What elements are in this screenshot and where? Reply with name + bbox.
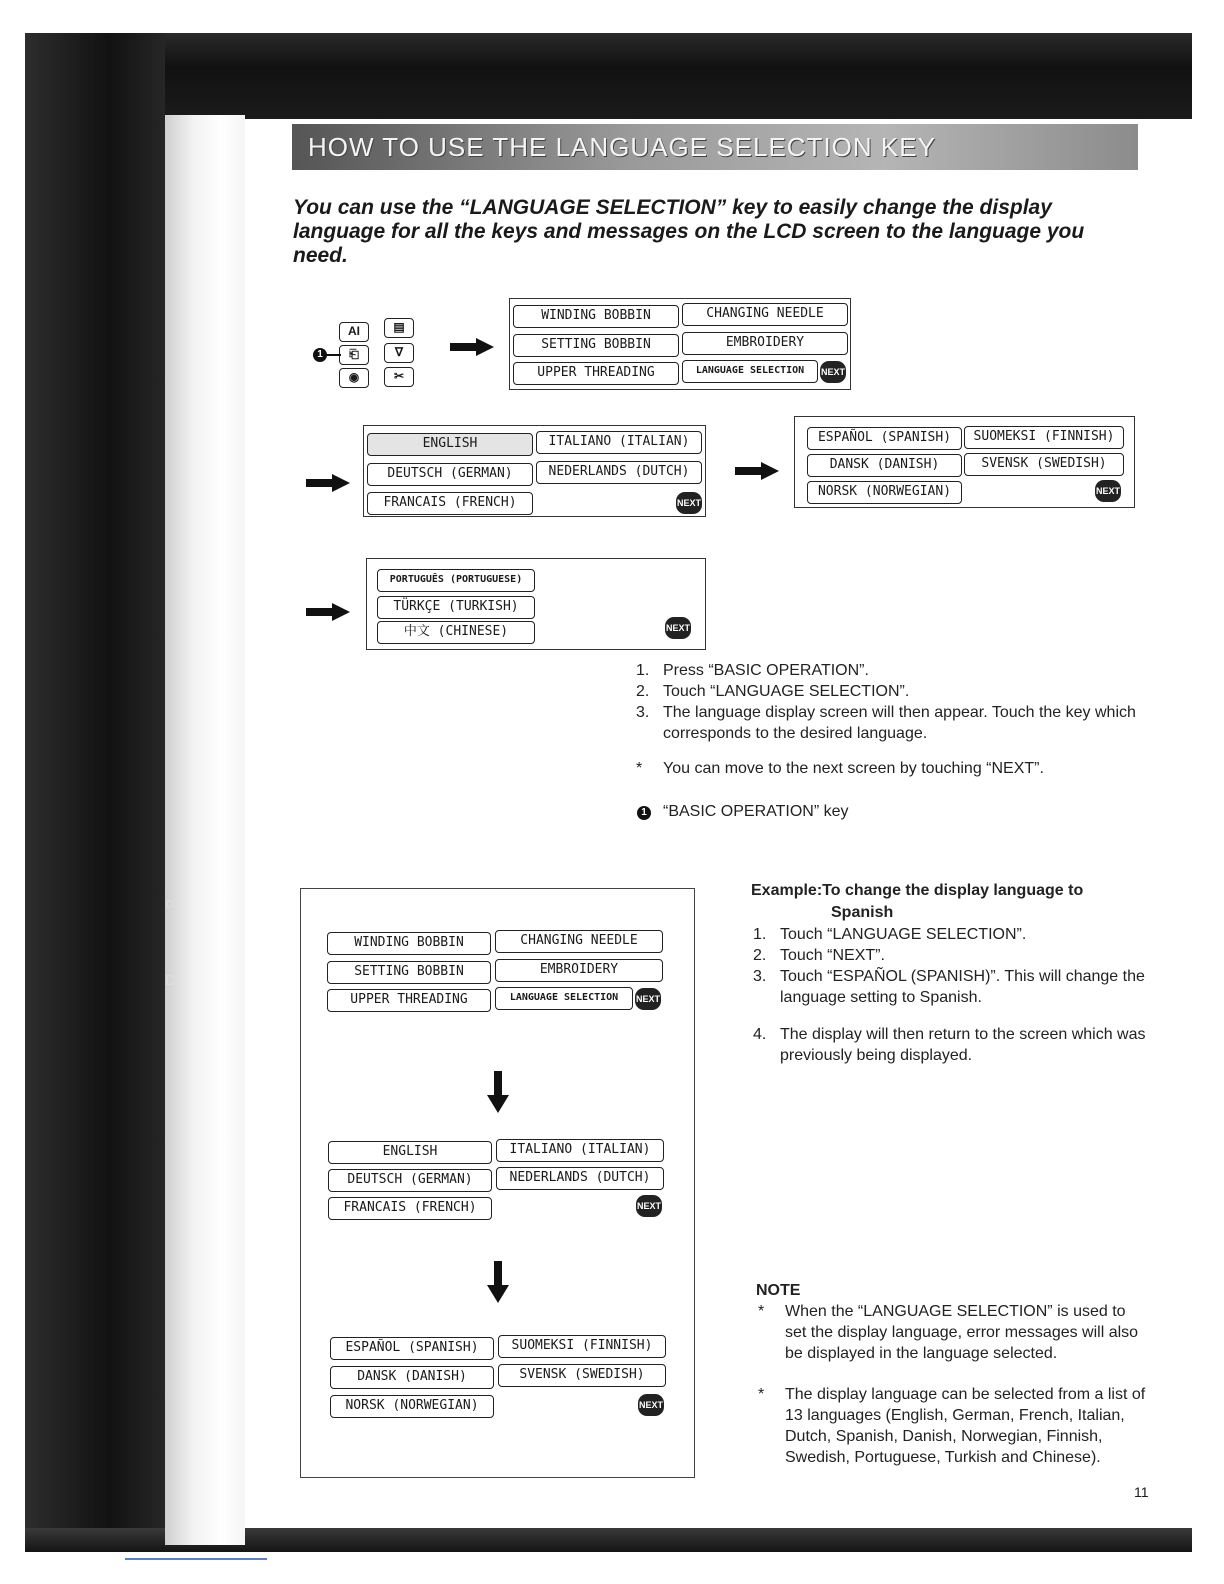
language-selection-key[interactable]: LANGUAGE SELECTION xyxy=(495,987,633,1010)
embroidery-key[interactable]: EMBROIDERY xyxy=(495,959,663,982)
norsk-key[interactable]: NORSK (NORWEGIAN) xyxy=(330,1395,494,1418)
note-marker: * xyxy=(758,1386,765,1403)
english-key[interactable]: ENGLISH xyxy=(367,433,533,456)
embroidery-key[interactable]: EMBROIDERY xyxy=(682,332,848,355)
italiano-key[interactable]: ITALIANO (ITALIAN) xyxy=(536,431,702,454)
deutsch-key[interactable]: DEUTSCH (GERMAN) xyxy=(367,463,533,486)
francais-key[interactable]: FRANCAIS (FRENCH) xyxy=(328,1197,492,1220)
dansk-key[interactable]: DANSK (DANISH) xyxy=(807,454,962,477)
setting-bobbin-key[interactable]: SETTING BOBBIN xyxy=(327,961,491,984)
example-step-text: The display will then return to the screen which was previously being displayed. xyxy=(780,1026,1146,1064)
arrow-right-icon xyxy=(450,338,496,356)
lcd-language-page-1 xyxy=(326,1137,668,1223)
next-button[interactable]: NEXT xyxy=(638,1394,664,1416)
next-button[interactable]: NEXT xyxy=(676,492,702,514)
example-step-number: 4. xyxy=(753,1026,767,1043)
margin-fragment: of xyxy=(165,895,178,912)
example-step-number: 3. xyxy=(753,968,767,985)
tip-text: You can move to the next screen by touching “NEXT”. xyxy=(663,760,1044,777)
suomeksi-key[interactable]: SUOMEKSI (FINNISH) xyxy=(498,1335,666,1358)
help-icon[interactable]: ◉ xyxy=(339,368,369,388)
arrow-down-icon xyxy=(487,1071,509,1115)
example-frame xyxy=(300,888,695,1478)
arrow-right-icon xyxy=(306,474,352,492)
francais-key[interactable]: FRANCAIS (FRENCH) xyxy=(367,492,533,515)
callout-line xyxy=(325,354,341,356)
lcd-language-page-3 xyxy=(366,558,706,650)
book-spine xyxy=(165,115,245,1545)
lcd-main-menu xyxy=(509,298,851,390)
changing-needle-key[interactable]: CHANGING NEEDLE xyxy=(495,930,663,953)
step-text: Touch “LANGUAGE SELECTION”. xyxy=(663,683,910,700)
display-key-icon[interactable]: ▤ xyxy=(384,318,414,338)
callout-marker: 1 xyxy=(313,348,327,362)
language-selection-key[interactable]: LANGUAGE SELECTION xyxy=(682,360,818,383)
page-number: 11 xyxy=(1134,1484,1149,1500)
lcd-language-page-2 xyxy=(328,1333,670,1423)
espanol-key[interactable]: ESPAÑOL (SPANISH) xyxy=(330,1337,494,1360)
svensk-key[interactable]: SVENSK (SWEDISH) xyxy=(498,1364,666,1387)
scan-border-left xyxy=(25,33,165,1550)
nederlands-key[interactable]: NEDERLANDS (DUTCH) xyxy=(496,1167,664,1190)
example-subtitle: Spanish xyxy=(831,904,894,921)
espanol-key[interactable]: ESPAÑOL (SPANISH) xyxy=(807,427,962,450)
step-number: 3. xyxy=(636,704,650,721)
setting-bobbin-key[interactable]: SETTING BOBBIN xyxy=(513,334,679,357)
step-number: 2. xyxy=(636,683,650,700)
ai-key-icon[interactable]: AI xyxy=(339,322,369,342)
arrow-right-icon xyxy=(306,603,352,621)
legend-text: “BASIC OPERATION” key xyxy=(663,803,849,820)
example-step-text: Touch “LANGUAGE SELECTION”. xyxy=(780,926,1027,943)
example-step-text: Touch “NEXT”. xyxy=(780,947,885,964)
scan-mark xyxy=(125,1558,267,1560)
note-marker: * xyxy=(758,1303,765,1320)
note-text: When the “LANGUAGE SELECTION” is used to set the display language, error messages will also be displayed in the language selected. xyxy=(785,1303,1139,1362)
upper-threading-key[interactable]: UPPER THREADING xyxy=(327,989,491,1012)
next-button[interactable]: NEXT xyxy=(820,361,846,383)
note-title: NOTE xyxy=(756,1282,801,1299)
tip-marker: * xyxy=(636,760,643,777)
dansk-key[interactable]: DANSK (DANISH) xyxy=(330,1366,494,1389)
next-button[interactable]: NEXT xyxy=(635,988,661,1010)
suomeksi-key[interactable]: SUOMEKSI (FINNISH) xyxy=(964,426,1124,449)
step-number: 1. xyxy=(636,662,650,679)
lcd-language-page-1 xyxy=(363,425,706,517)
winding-bobbin-key[interactable]: WINDING BOBBIN xyxy=(327,932,491,955)
intro-text: You can use the “LANGUAGE SELECTION” key to easily change the display language for all the keys and messages on the LCD screen to the language you need. xyxy=(293,196,1085,267)
arrow-down-icon xyxy=(487,1261,509,1305)
section-banner: HOW TO USE THE LANGUAGE SELECTION KEY xyxy=(292,124,1138,170)
next-button[interactable]: NEXT xyxy=(1095,480,1121,502)
winding-bobbin-key[interactable]: WINDING BOBBIN xyxy=(513,305,679,328)
nederlands-key[interactable]: NEDERLANDS (DUTCH) xyxy=(536,461,702,484)
next-button[interactable]: NEXT xyxy=(665,617,691,639)
callout-marker: 1 xyxy=(637,806,651,820)
turkce-key[interactable]: TÜRKÇE (TURKISH) xyxy=(377,596,535,619)
portugues-key[interactable]: PORTUGUÊS (PORTUGUESE) xyxy=(377,569,535,592)
needle-icon[interactable]: ∇ xyxy=(384,343,414,363)
next-button[interactable]: NEXT xyxy=(636,1195,662,1217)
example-title: Example:To change the display language to xyxy=(751,882,1084,899)
scissors-icon[interactable]: ✂ xyxy=(384,367,414,387)
basic-operation-icon[interactable]: ⎗ xyxy=(339,345,369,365)
note-text: The display language can be selected from a list of 13 languages (English, German, French, Italian, Dutch, Spanish, Danish, Norwegian, Finnish, Swedish, Portuguese, Turkish and Chinese). xyxy=(785,1386,1146,1466)
lcd-language-page-2 xyxy=(794,416,1135,508)
changing-needle-key[interactable]: CHANGING NEEDLE xyxy=(682,303,848,326)
example-step-number: 2. xyxy=(753,947,767,964)
arrow-right-icon xyxy=(735,462,781,480)
step-text: The language display screen will then appear. Touch the key which corresponds to the desired language. xyxy=(663,704,1136,742)
scan-border-top xyxy=(25,33,1192,119)
upper-threading-key[interactable]: UPPER THREADING xyxy=(513,362,679,385)
example-step-text: Touch “ESPAÑOL (SPANISH)”. This will change the language setting to Spanish. xyxy=(780,968,1145,1006)
lcd-main-menu xyxy=(325,927,665,1015)
english-key[interactable]: ENGLISH xyxy=(328,1141,492,1164)
italiano-key[interactable]: ITALIANO (ITALIAN) xyxy=(496,1139,664,1162)
svensk-key[interactable]: SVENSK (SWEDISH) xyxy=(964,453,1124,476)
norsk-key[interactable]: NORSK (NORWEGIAN) xyxy=(807,481,962,504)
chinese-key[interactable]: 中文 (CHINESE) xyxy=(377,621,535,644)
deutsch-key[interactable]: DEUTSCH (GERMAN) xyxy=(328,1169,492,1192)
margin-fragment: D xyxy=(165,972,176,989)
step-text: Press “BASIC OPERATION”. xyxy=(663,662,869,679)
example-step-number: 1. xyxy=(753,926,767,943)
